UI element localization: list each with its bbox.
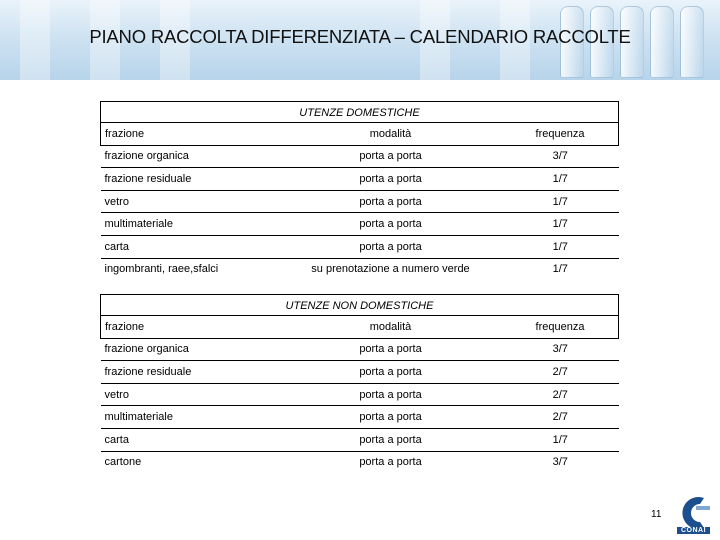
cell-frequency: 1/7 bbox=[502, 168, 619, 191]
cell-mode: porta a porta bbox=[279, 428, 502, 451]
table-row bbox=[101, 428, 619, 451]
cell-frequency: 2/7 bbox=[502, 383, 619, 406]
cell-mode: porta a porta bbox=[279, 338, 502, 361]
table-row bbox=[101, 258, 619, 280]
table-row bbox=[101, 168, 619, 191]
cell-mode: porta a porta bbox=[279, 361, 502, 384]
section-heading: UTENZE DOMESTICHE bbox=[100, 101, 619, 122]
cell-frequency: 3/7 bbox=[502, 338, 619, 361]
cell-fraction: carta bbox=[101, 428, 280, 451]
cell-fraction: frazione residuale bbox=[101, 361, 280, 384]
section-domestic bbox=[100, 101, 619, 280]
cell-mode: porta a porta bbox=[279, 190, 502, 213]
cell-frequency: 1/7 bbox=[502, 190, 619, 213]
cell-frequency: 3/7 bbox=[502, 145, 619, 168]
column-header: frequenza bbox=[502, 316, 619, 339]
cell-frequency: 1/7 bbox=[502, 258, 619, 280]
cell-fraction: carta bbox=[101, 235, 280, 258]
column-header: modalità bbox=[279, 123, 502, 146]
logo-text: CONAI bbox=[677, 527, 710, 534]
table-row bbox=[101, 213, 619, 236]
table-row bbox=[101, 451, 619, 473]
table-row bbox=[101, 190, 619, 213]
cell-mode: porta a porta bbox=[279, 145, 502, 168]
table-row bbox=[101, 383, 619, 406]
cell-fraction: multimateriale bbox=[101, 213, 280, 236]
column-header: modalità bbox=[279, 316, 502, 339]
table-row bbox=[101, 361, 619, 384]
cell-mode: porta a porta bbox=[279, 213, 502, 236]
cell-mode: porta a porta bbox=[279, 451, 502, 473]
table-row bbox=[101, 338, 619, 361]
cell-fraction: cartone bbox=[101, 451, 280, 473]
cell-fraction: vetro bbox=[101, 190, 280, 213]
cell-frequency: 1/7 bbox=[502, 235, 619, 258]
page-number: 11 bbox=[651, 509, 662, 520]
cell-frequency: 3/7 bbox=[502, 451, 619, 473]
table-row bbox=[101, 406, 619, 429]
cell-mode: su prenotazione a numero verde bbox=[279, 258, 502, 280]
collection-table bbox=[100, 122, 619, 280]
section-non-domestic bbox=[100, 294, 619, 473]
cell-mode: porta a porta bbox=[279, 383, 502, 406]
page-title: PIANO RACCOLTA DIFFERENZIATA – CALENDARIO RACCOLTE bbox=[89, 26, 631, 47]
cell-fraction: multimateriale bbox=[101, 406, 280, 429]
column-header: frequenza bbox=[502, 123, 619, 146]
table-header-row bbox=[101, 123, 619, 146]
collection-table bbox=[100, 315, 619, 473]
cell-fraction: vetro bbox=[101, 383, 280, 406]
table-header-row bbox=[101, 316, 619, 339]
cell-frequency: 2/7 bbox=[502, 406, 619, 429]
column-header: frazione bbox=[101, 316, 280, 339]
cell-frequency: 2/7 bbox=[502, 361, 619, 384]
cell-frequency: 1/7 bbox=[502, 213, 619, 236]
section-heading: UTENZE NON DOMESTICHE bbox=[100, 294, 619, 315]
cell-frequency: 1/7 bbox=[502, 428, 619, 451]
cell-fraction: frazione organica bbox=[101, 145, 280, 168]
cell-fraction: ingombranti, raee,sfalci bbox=[101, 258, 280, 280]
cell-fraction: frazione residuale bbox=[101, 168, 280, 191]
table-row bbox=[101, 235, 619, 258]
cell-mode: porta a porta bbox=[279, 168, 502, 191]
cell-mode: porta a porta bbox=[279, 406, 502, 429]
column-header: frazione bbox=[101, 123, 280, 146]
table-row bbox=[101, 145, 619, 168]
cell-mode: porta a porta bbox=[279, 235, 502, 258]
cell-fraction: frazione organica bbox=[101, 338, 280, 361]
